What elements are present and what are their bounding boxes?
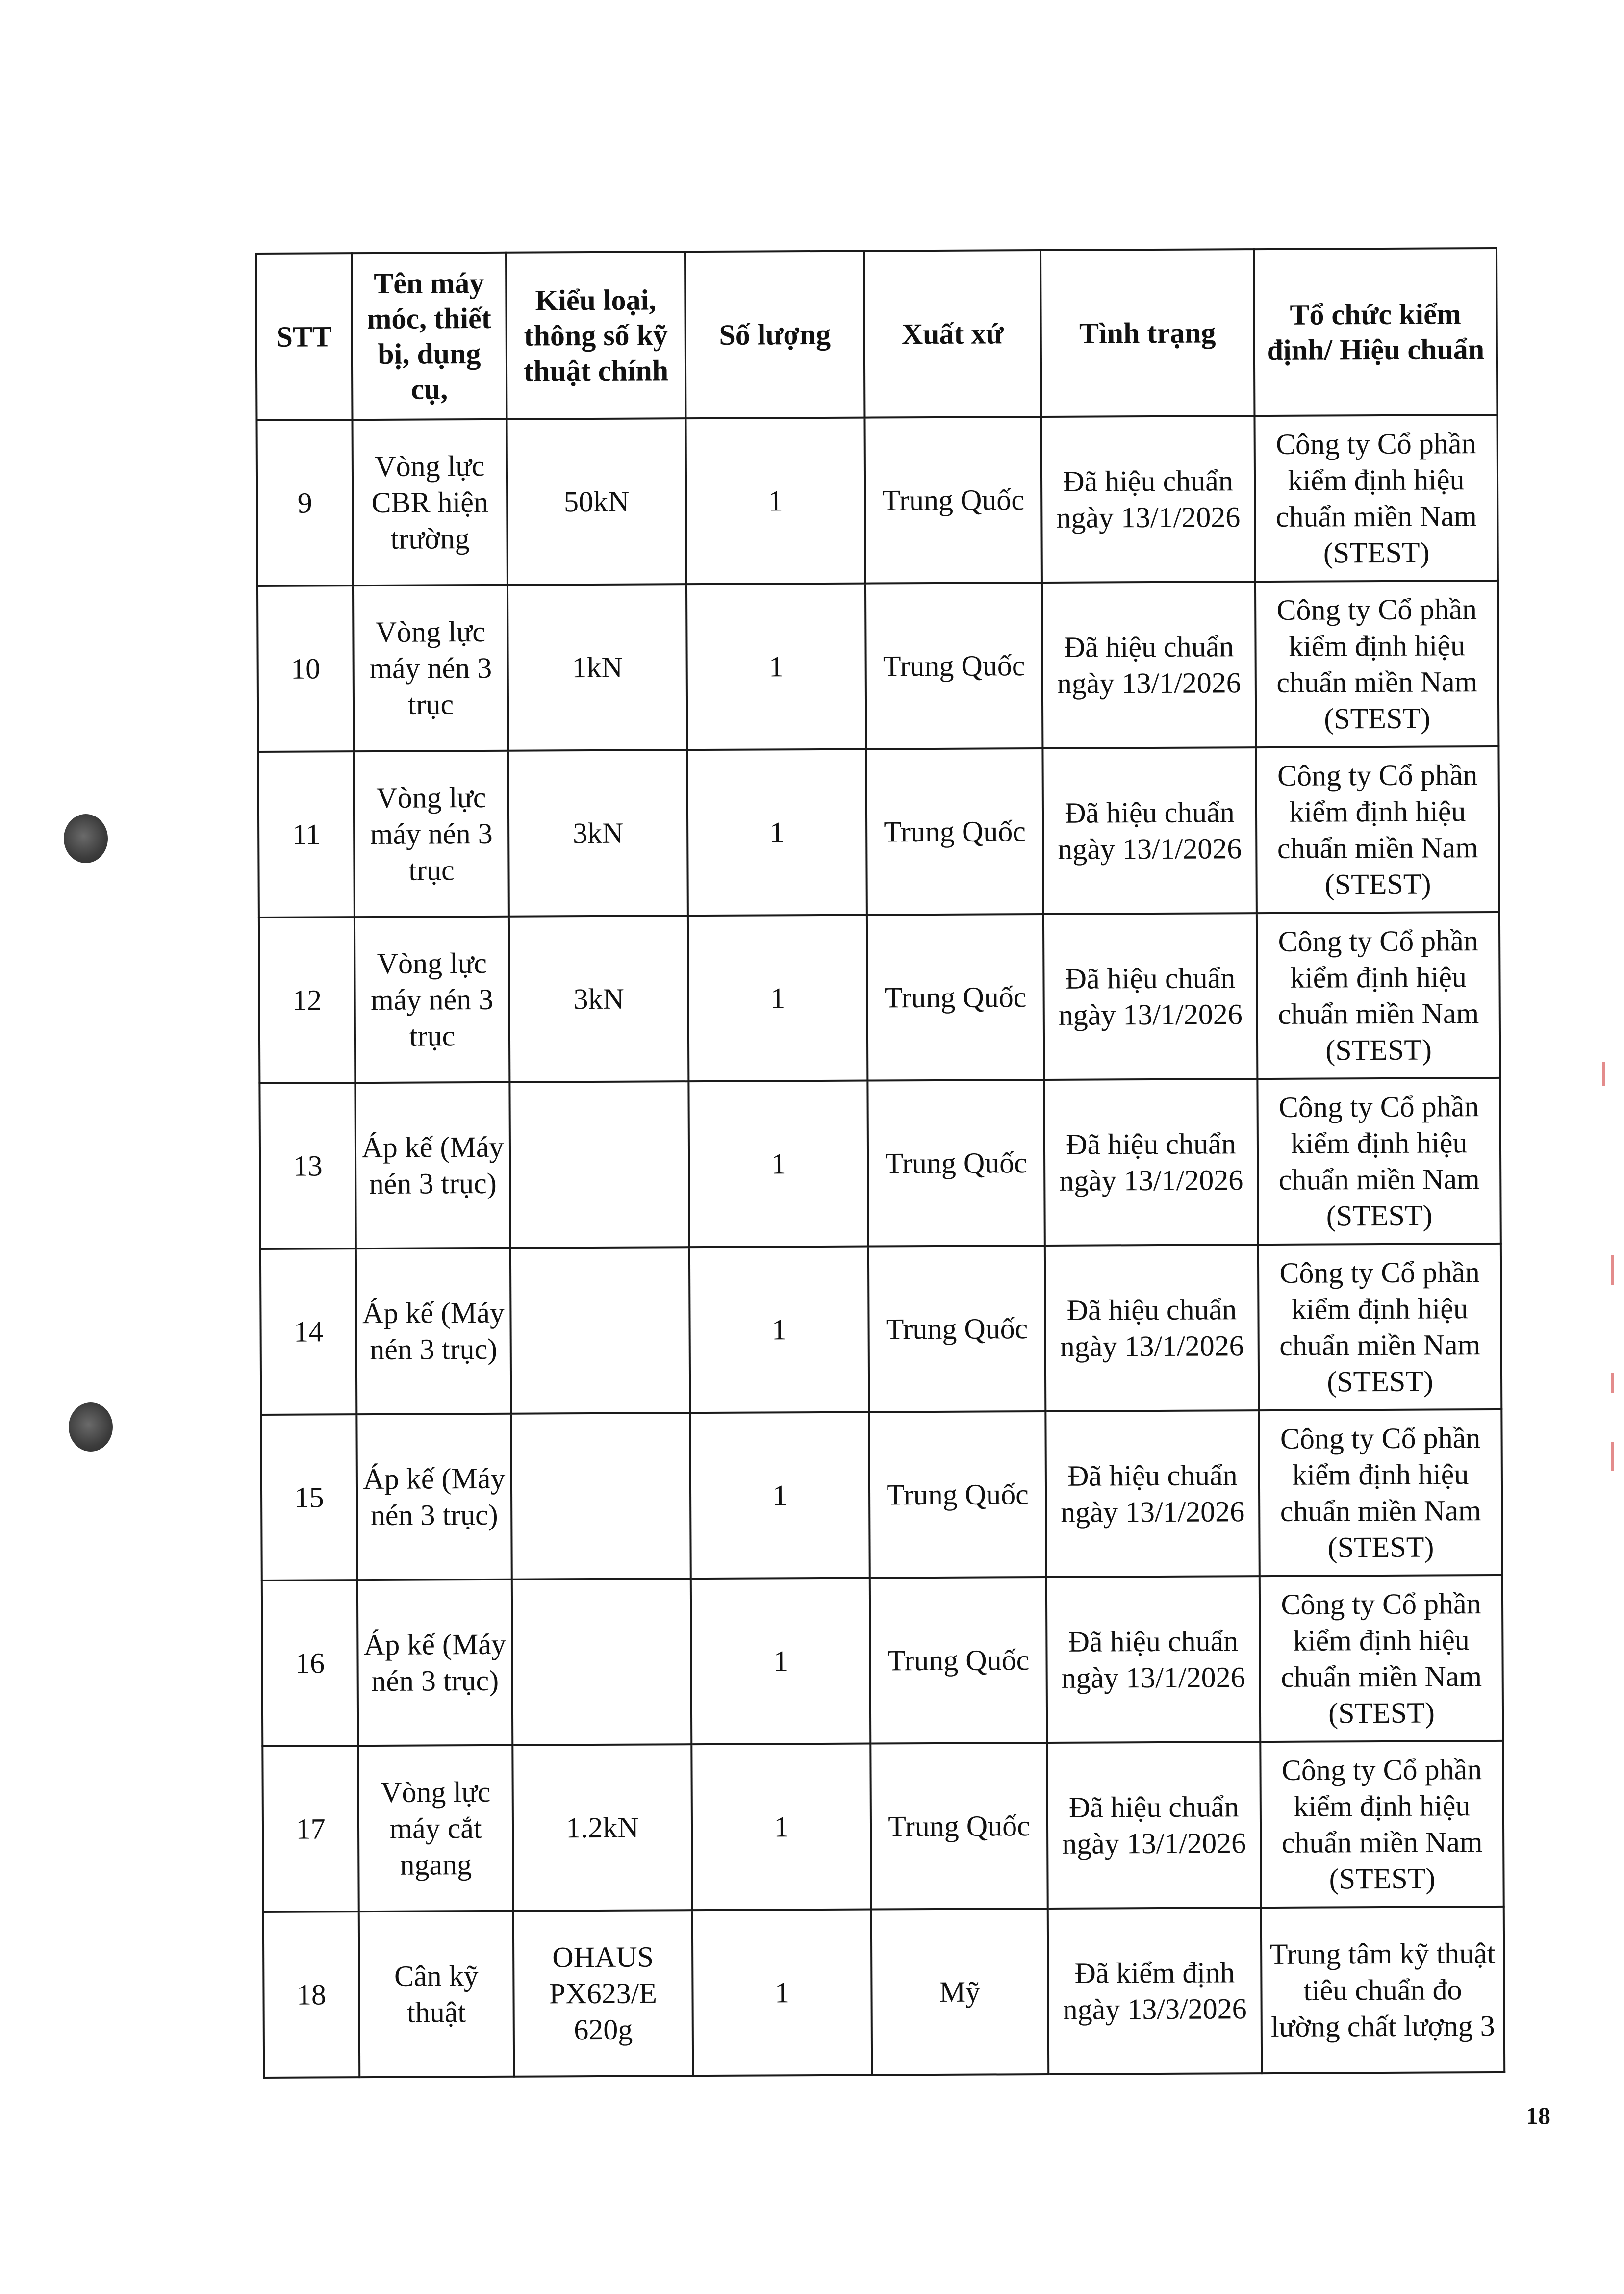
cell-stt: 9 <box>256 420 353 586</box>
cell-spec <box>509 1081 689 1248</box>
cell-status: Đã hiệu chuẩn ngày 13/1/2026 <box>1042 582 1256 748</box>
cell-origin: Trung Quốc <box>870 1577 1047 1744</box>
cell-org: Công ty Cổ phần kiểm định hiệu chuẩn miền Nam (STEST) <box>1259 1409 1502 1576</box>
equipment-table <box>255 247 1505 2079</box>
cell-name: Vòng lực CBR hiện trường <box>352 419 507 586</box>
cell-status: Đã hiệu chuẩn ngày 13/1/2026 <box>1042 747 1256 914</box>
table-row <box>261 1409 1502 1580</box>
cell-spec: 3kN <box>508 750 687 917</box>
cell-name: Vòng lực máy nén 3 trục <box>353 585 508 751</box>
cell-org: Công ty Cổ phần kiểm định hiệu chuẩn miền Nam (STEST) <box>1260 1741 1503 1908</box>
cell-status: Đã hiệu chuẩn ngày 13/1/2026 <box>1043 913 1257 1080</box>
cell-name: Vòng lực máy nén 3 trục <box>355 917 509 1083</box>
cell-qty: 1 <box>691 1578 870 1745</box>
cell-org: Công ty Cổ phần kiểm định hiệu chuẩn miền Nam (STEST) <box>1260 1575 1503 1742</box>
cell-origin: Trung Quốc <box>869 1411 1046 1578</box>
cell-name: Vòng lực máy nén 3 trục <box>354 751 508 917</box>
cell-stt: 17 <box>262 1746 358 1912</box>
cell-name: Áp kế (Máy nén 3 trục) <box>357 1580 512 1746</box>
table-row <box>256 415 1497 586</box>
cell-qty: 1 <box>688 1081 868 1248</box>
cell-status: Đã hiệu chuẩn ngày 13/1/2026 <box>1046 1576 1260 1743</box>
cell-name: Vòng lực máy cắt ngang <box>358 1745 513 1912</box>
cell-org: Công ty Cổ phần kiểm định hiệu chuẩn miền Nam (STEST) <box>1255 581 1498 747</box>
cell-stt: 12 <box>259 917 355 1083</box>
header-stt: STT <box>256 253 352 420</box>
cell-origin: Trung Quốc <box>864 417 1041 584</box>
cell-qty: 1 <box>691 1744 871 1911</box>
cell-stt: 18 <box>263 1912 359 2078</box>
table-row <box>262 1575 1503 1746</box>
cell-name: Áp kế (Máy nén 3 trục) <box>356 1248 511 1414</box>
punch-hole <box>69 1402 113 1452</box>
cell-origin: Trung Quốc <box>867 1080 1044 1247</box>
header-org: Tổ chức kiểm định/ Hiệu chuẩn <box>1254 248 1497 416</box>
cell-stt: 16 <box>262 1580 358 1746</box>
cell-stt: 15 <box>261 1414 357 1580</box>
cell-origin: Trung Quốc <box>865 583 1042 749</box>
cell-name: Cân kỹ thuật <box>359 1911 514 2077</box>
cell-spec: 1kN <box>508 584 687 751</box>
cell-status: Đã hiệu chuẩn ngày 13/1/2026 <box>1041 416 1255 583</box>
cell-spec: 1.2kN <box>512 1744 692 1911</box>
cell-spec: 3kN <box>509 916 688 1082</box>
header-origin: Xuất xứ <box>864 250 1041 418</box>
edge-mark <box>1611 1373 1614 1393</box>
cell-spec <box>511 1413 690 1580</box>
table-row <box>257 581 1498 752</box>
table-row <box>259 1078 1500 1249</box>
table-row <box>260 1244 1501 1415</box>
cell-qty: 1 <box>686 584 866 750</box>
cell-origin: Trung Quốc <box>870 1743 1047 1910</box>
cell-name: Áp kế (Máy nén 3 trục) <box>355 1082 510 1249</box>
cell-stt: 14 <box>260 1249 356 1415</box>
cell-org: Công ty Cổ phần kiểm định hiệu chuẩn miền Nam (STEST) <box>1254 415 1497 582</box>
cell-spec: 50kN <box>507 418 686 585</box>
cell-qty: 1 <box>692 1910 872 2076</box>
cell-spec: OHAUS PX623/E 620g <box>513 1910 693 2077</box>
header-status: Tình trạng <box>1040 249 1254 417</box>
cell-org: Trung tâm kỹ thuật tiêu chuẩn đo lường chất lượng 3 <box>1261 1907 1504 2073</box>
header-name: Tên máy móc, thiết bị, dụng cụ, <box>352 253 507 420</box>
header-qty: Số lượng <box>685 251 864 419</box>
edge-mark <box>1611 1255 1614 1285</box>
cell-spec <box>512 1579 691 1745</box>
cell-status: Đã hiệu chuẩn ngày 13/1/2026 <box>1047 1742 1261 1909</box>
cell-stt: 10 <box>257 586 354 752</box>
cell-qty: 1 <box>687 749 866 916</box>
cell-qty: 1 <box>685 418 865 585</box>
cell-qty: 1 <box>689 1247 869 1413</box>
cell-name: Áp kế (Máy nén 3 trục) <box>356 1414 511 1580</box>
cell-org: Công ty Cổ phần kiểm định hiệu chuẩn miền Nam (STEST) <box>1256 746 1499 913</box>
cell-status: Đã hiệu chuẩn ngày 13/1/2026 <box>1045 1245 1259 1411</box>
cell-org: Công ty Cổ phần kiểm định hiệu chuẩn miền Nam (STEST) <box>1258 1244 1501 1410</box>
cell-origin: Trung Quốc <box>866 748 1043 915</box>
page-number: 18 <box>1526 2102 1550 2129</box>
edge-mark <box>1611 1442 1614 1471</box>
table-row <box>259 912 1500 1083</box>
punch-hole <box>64 814 108 863</box>
cell-qty: 1 <box>690 1412 869 1579</box>
cell-status: Đã hiệu chuẩn ngày 13/1/2026 <box>1044 1079 1258 1246</box>
table-row <box>258 746 1499 918</box>
cell-org: Công ty Cổ phần kiểm định hiệu chuẩn miền Nam (STEST) <box>1257 912 1500 1079</box>
cell-origin: Trung Quốc <box>867 914 1044 1081</box>
cell-status: Đã hiệu chuẩn ngày 13/1/2026 <box>1045 1410 1259 1577</box>
edge-mark <box>1602 1062 1605 1086</box>
cell-stt: 13 <box>259 1083 355 1249</box>
cell-status: Đã kiểm định ngày 13/3/2026 <box>1048 1908 1262 2074</box>
table-row <box>263 1907 1504 2078</box>
cell-stt: 11 <box>258 751 354 918</box>
cell-origin: Mỹ <box>871 1909 1048 2075</box>
cell-org: Công ty Cổ phần kiểm định hiệu chuẩn miền Nam (STEST) <box>1257 1078 1500 1245</box>
table-row <box>262 1741 1503 1912</box>
cell-spec <box>510 1247 690 1414</box>
table-header-row <box>256 248 1497 420</box>
cell-qty: 1 <box>688 915 867 1082</box>
cell-origin: Trung Quốc <box>868 1246 1045 1412</box>
header-spec: Kiểu loại, thông số kỹ thuật chính <box>506 252 685 419</box>
